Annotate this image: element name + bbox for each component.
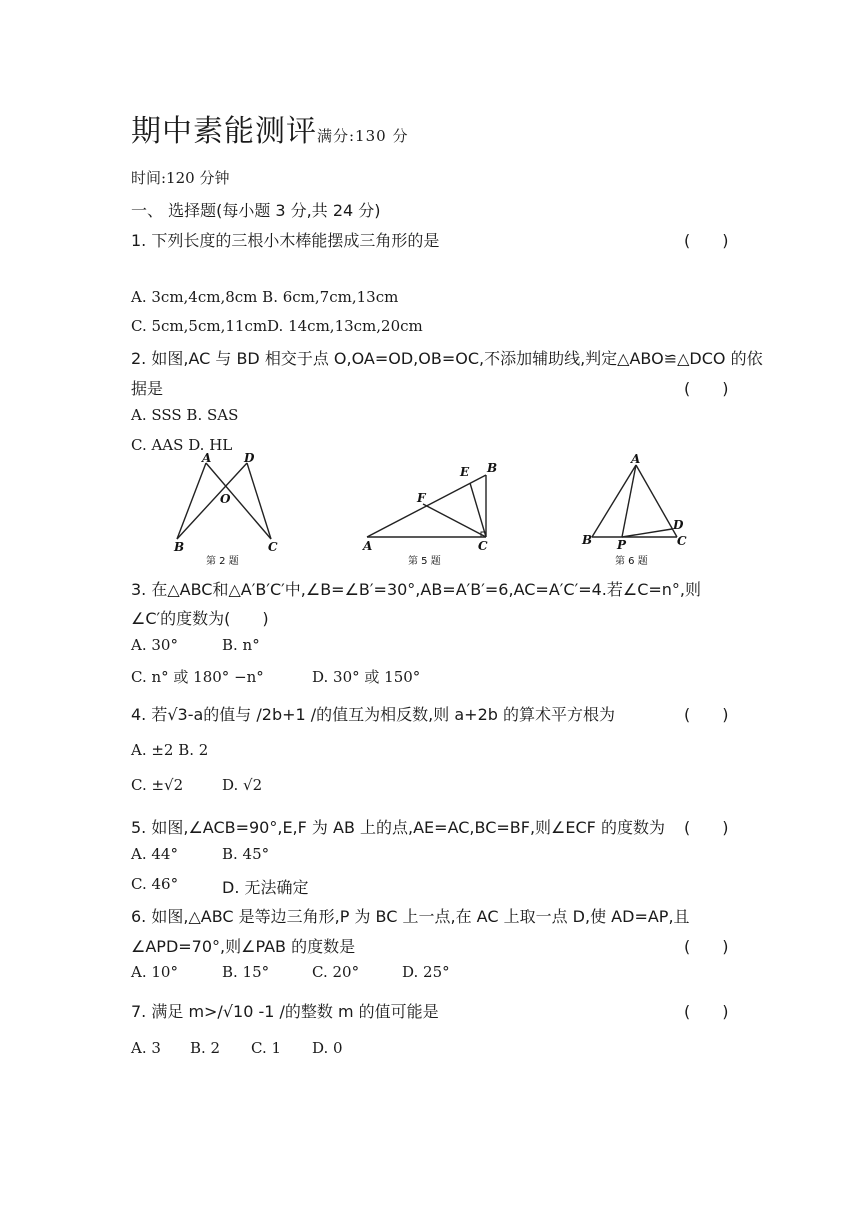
fig5-label-f: F bbox=[417, 491, 426, 505]
fig6-label-c: C bbox=[677, 534, 687, 548]
fig6-label-p: P bbox=[617, 538, 627, 552]
q3-stem-line2: ∠C′的度数为( ) bbox=[131, 609, 269, 628]
q5-option-a: A. 44° bbox=[131, 845, 178, 863]
q3-option-d: D. 30° 或 150° bbox=[312, 668, 421, 686]
q5-answer-paren: ( ) bbox=[684, 818, 729, 837]
section-heading: 一、 选择题(每小题 3 分,共 24 分) bbox=[131, 201, 381, 220]
page-title bbox=[131, 106, 408, 150]
q2-options-row2: C. AAS D. HL bbox=[131, 436, 233, 454]
q4-option-d: D. √2 bbox=[222, 776, 263, 794]
q4-stem: 4. 若√3-a的值与 /2b+1 /的值互为相反数,则 a+2b 的算术平方根为 bbox=[131, 705, 615, 724]
q6-stem-line1: 6. 如图,△ABC 是等边三角形,P 为 BC 上一点,在 AC 上取一点 D,使 AD=AP,且 bbox=[131, 907, 690, 926]
fig2-label-d: D bbox=[244, 451, 255, 465]
fig6-label-a: A bbox=[631, 452, 641, 466]
fig2-label-b: B bbox=[174, 540, 185, 554]
fig6-label-d: D bbox=[673, 518, 684, 532]
fig2-caption: 第 2 题 bbox=[206, 556, 239, 567]
q7-answer-paren: ( ) bbox=[684, 1002, 729, 1021]
q6-option-b: B. 15° bbox=[222, 963, 270, 981]
fig5-label-a: A bbox=[363, 539, 373, 553]
q6-answer-paren: ( ) bbox=[684, 937, 729, 956]
q3-stem-line1: 3. 在△ABC和△A′B′C′中,∠B=∠B′=30°,AB=A′B′=6,AC=A′C′=4.若∠C=n°,则 bbox=[131, 580, 702, 599]
q4-answer-paren: ( ) bbox=[684, 705, 729, 724]
q2-stem-line1: 2. 如图,AC 与 BD 相交于点 O,OA=OD,OB=OC,不添加辅助线,判定△ABO≌△DCO 的依 bbox=[131, 349, 763, 368]
fig6-caption: 第 6 题 bbox=[615, 556, 648, 567]
q4-options-row1: A. ±2 B. 2 bbox=[131, 741, 209, 759]
q7-stem: 7. 满足 m>/√10 -1 /的整数 m 的值可能是 bbox=[131, 1002, 439, 1021]
q7-option-c: C. 1 bbox=[251, 1039, 282, 1057]
q1-stem: 1. 下列长度的三根小木棒能摆成三角形的是 bbox=[131, 231, 440, 250]
q5-option-b: B. 45° bbox=[222, 845, 270, 863]
q7-option-b: B. 2 bbox=[190, 1039, 221, 1057]
q2-options-row1: A. SSS B. SAS bbox=[131, 406, 239, 424]
q1-answer-paren: ( ) bbox=[684, 231, 729, 250]
q6-option-c: C. 20° bbox=[312, 963, 360, 981]
full-marks: 满分:130 分 bbox=[317, 127, 409, 145]
q3-option-b: B. n° bbox=[222, 636, 260, 654]
figure-q5 bbox=[362, 461, 497, 567]
title-text: 期中素能测评 bbox=[131, 114, 317, 149]
q2-answer-paren: ( ) bbox=[684, 379, 729, 398]
q2-stem-line2: 据是 bbox=[131, 379, 164, 398]
fig5-label-e: E bbox=[460, 465, 470, 479]
q7-option-a: A. 3 bbox=[131, 1039, 161, 1057]
q6-stem-line2: ∠APD=70°,则∠PAB 的度数是 bbox=[131, 937, 356, 956]
q4-option-c: C. ±√2 bbox=[131, 776, 184, 794]
figures-strip bbox=[150, 450, 730, 570]
exam-time: 时间:120 分钟 bbox=[131, 169, 230, 187]
q3-option-c: C. n° 或 180° −n° bbox=[131, 668, 264, 686]
figure-q6 bbox=[581, 452, 687, 567]
q3-option-a: A. 30° bbox=[131, 636, 178, 654]
q6-option-a: A. 10° bbox=[131, 963, 178, 981]
fig2-label-o: O bbox=[220, 492, 231, 506]
q5-option-c: C. 46° bbox=[131, 875, 179, 893]
figure-q2 bbox=[173, 451, 278, 567]
fig5-label-b: B bbox=[487, 461, 498, 475]
fig5-label-c: C bbox=[478, 539, 488, 553]
q5-stem: 5. 如图,∠ACB=90°,E,F 为 AB 上的点,AE=AC,BC=BF,则∠ECF 的度数为 bbox=[131, 818, 665, 837]
q1-options-row1: A. 3cm,4cm,8cm B. 6cm,7cm,13cm bbox=[131, 288, 399, 306]
q5-option-d: D. 无法确定 bbox=[222, 878, 309, 897]
q1-options-row2: C. 5cm,5cm,11cmD. 14cm,13cm,20cm bbox=[131, 317, 423, 335]
q7-option-d: D. 0 bbox=[312, 1039, 343, 1057]
q6-option-d: D. 25° bbox=[402, 963, 450, 981]
fig2-label-c: C bbox=[268, 540, 278, 554]
fig6-label-b: B bbox=[582, 533, 593, 547]
fig2-label-a: A bbox=[202, 451, 212, 465]
fig5-caption: 第 5 题 bbox=[408, 556, 441, 567]
